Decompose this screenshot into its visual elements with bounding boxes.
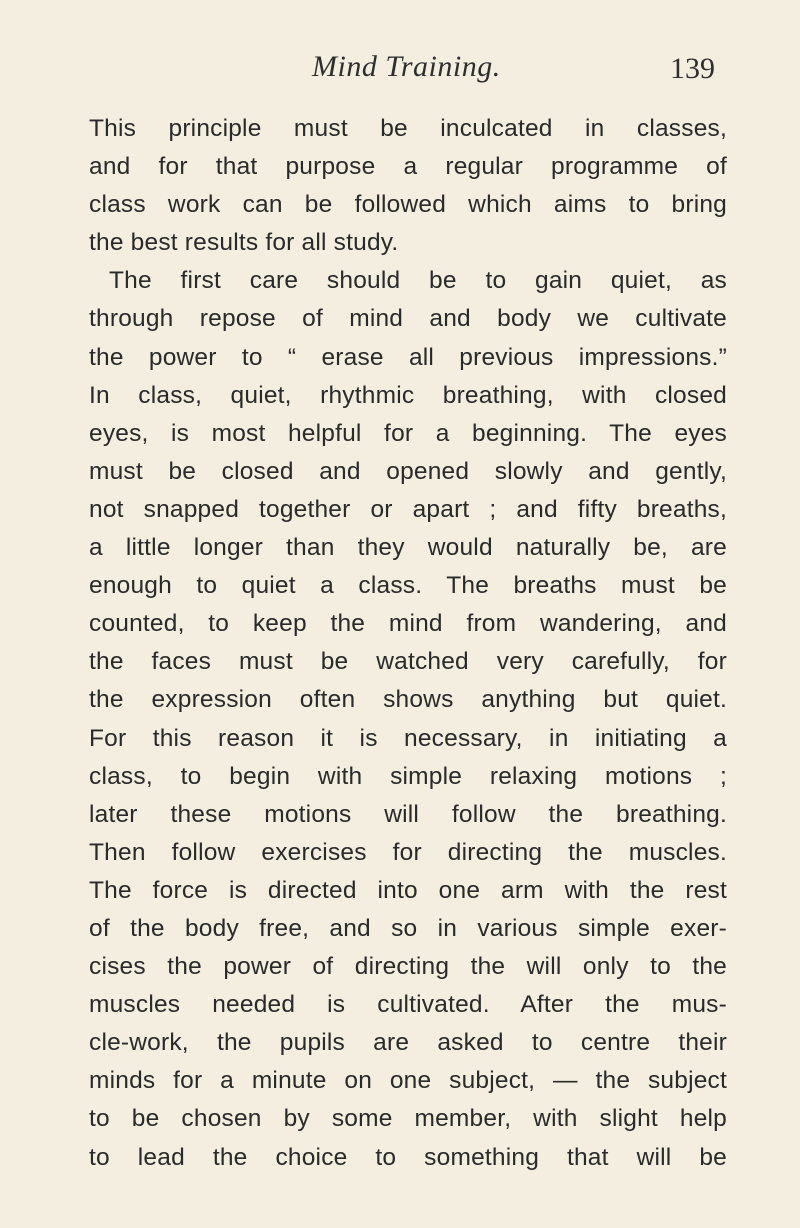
page-number: 139 (670, 52, 715, 85)
text-line: the best results for all study. (89, 229, 399, 257)
text-line: the power to “ erase all previous impressions.” (89, 343, 727, 371)
text-line: counted, to keep the mind from wandering, and (89, 610, 727, 638)
text-line: of the body free, and so in various simple exer- (89, 914, 727, 942)
text-line: and for that purpose a regular programme of (89, 153, 727, 181)
text-line: not snapped together or apart ; and fifty breaths, (89, 495, 727, 523)
text-line: must be closed and opened slowly and gently, (89, 457, 727, 485)
text-line: cle-work, the pupils are asked to centre their (89, 1029, 727, 1057)
text-line: Then follow exercises for directing the muscles. (89, 838, 727, 866)
text-line: muscles needed is cultivated. After the mus- (89, 991, 727, 1019)
text-line: The force is directed into one arm with the rest (89, 876, 727, 904)
text-line: cises the power of directing the will only to the (89, 953, 727, 981)
text-line: enough to quiet a class. The breaths must be (89, 572, 727, 600)
text-line: to lead the choice to something that will be (89, 1143, 727, 1171)
text-line: For this reason it is necessary, in initiating a (89, 724, 727, 752)
running-title: Mind Training. (312, 50, 501, 83)
text-line: minds for a minute on one subject, — the subject (89, 1067, 727, 1095)
text-line: the expression often shows anything but quiet. (89, 686, 727, 714)
text-line: a little longer than they would naturally be, are (89, 534, 727, 562)
body-text (89, 110, 727, 1177)
text-line: class work can be followed which aims to bring (89, 191, 727, 219)
text-line: later these motions will follow the breathing. (89, 800, 727, 828)
text-line: through repose of mind and body we cultivate (89, 305, 727, 333)
text-line: to be chosen by some member, with slight help (89, 1105, 727, 1133)
text-line: class, to begin with simple relaxing motions ; (89, 762, 727, 790)
running-head (0, 50, 800, 90)
text-line: In class, quiet, rhythmic breathing, with closed (89, 381, 727, 409)
text-line: This principle must be inculcated in classes, (89, 115, 727, 142)
text-line: The first care should be to gain quiet, as (109, 267, 727, 295)
text-line: the faces must be watched very carefully, for (89, 648, 727, 676)
text-line: eyes, is most helpful for a beginning. The eyes (89, 419, 727, 447)
